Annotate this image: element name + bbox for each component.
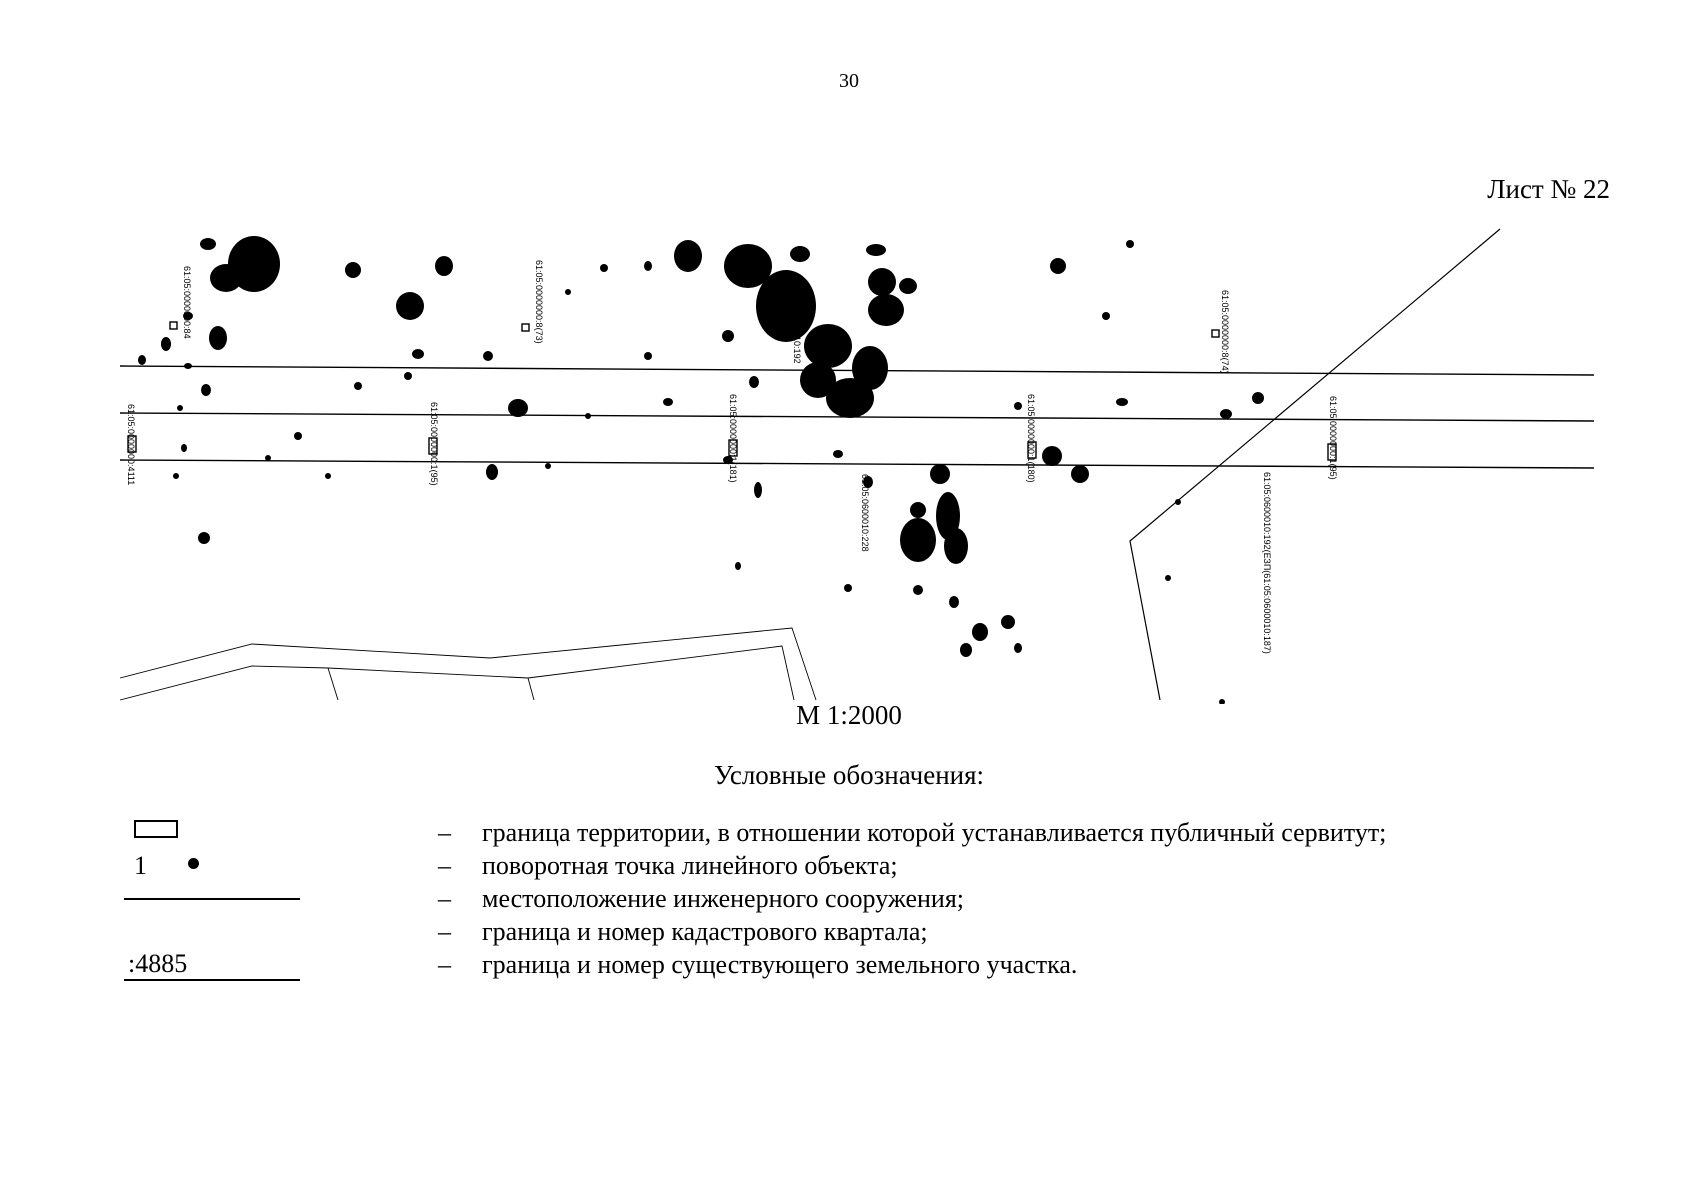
map-area: [118, 226, 1596, 704]
dot-icon: [188, 858, 199, 869]
legend-item-text: местоположение инженерного сооружения;: [482, 884, 965, 913]
legend-item-servitude-boundary: [120, 816, 1580, 849]
legend-symbol-empty: [120, 915, 300, 948]
parcel-labels: [126, 260, 1338, 654]
sheet-label: Лист № 22: [1487, 174, 1610, 204]
legend-item-text: граница территории, в отношении которой устанавливается публичный сервитут;: [482, 818, 1387, 847]
parcel-label-p8: 61:05:0600010:192: [792, 286, 802, 364]
legend-item-turning-point: [120, 849, 1580, 882]
legend-item-land-parcel: [120, 948, 1580, 981]
legend-symbol-rectangle: [120, 816, 300, 849]
legend-dash: –: [438, 950, 451, 979]
legend: [120, 816, 1580, 981]
legend-item-text: граница и номер кадастрового квартала;: [482, 917, 928, 946]
lower-parcel-boundary: [120, 628, 816, 700]
legend-item-text: граница и номер существующего земельного участка.: [482, 950, 1078, 979]
parcel-number-sample: :4885: [128, 949, 188, 978]
map-scale: М 1:2000: [796, 700, 902, 730]
legend-dash: –: [438, 818, 451, 847]
parcel-label-p1: 61:05:0000000:4111: [126, 404, 136, 486]
diagonal-boundary: [1130, 229, 1500, 700]
parcel-label-p4: 61:05:0000000:1(180): [1026, 394, 1036, 483]
legend-item-engineering-structure: [120, 882, 1580, 915]
legend-dash: –: [438, 851, 451, 880]
parcel-label-p9: 61:05:0600010:228: [860, 474, 870, 552]
legend-symbol-point: [120, 849, 300, 882]
parcel-symbol-icon: [124, 948, 300, 981]
legend-item-text: поворотная точка линейного объекта;: [482, 851, 898, 880]
parcel-label-p3: 61:05:0000000:1(181): [728, 394, 738, 483]
parcel-label-p6: 61:05:0000000:8(73): [534, 260, 544, 344]
legend-dash: –: [438, 884, 451, 913]
legend-symbol-line: [120, 882, 300, 915]
servitude-marker-6: [170, 322, 177, 329]
vegetation-spots: [138, 236, 1264, 704]
legend-dash: –: [438, 917, 451, 946]
parcel-label-p11: 61:05:0000000:84: [182, 266, 192, 339]
legend-symbol-parcel: [120, 948, 300, 981]
parcel-label-p5: 61:05:0000000:1(95): [1328, 396, 1338, 480]
legend-item-cadastral-quarter: [120, 915, 1580, 948]
point-number-label: 1: [134, 851, 147, 880]
servitude-marker-8: [1212, 330, 1219, 337]
parcel-label-p10: 61:05:0600010:192(ЕЗП(61:05:0600010:187): [1262, 472, 1272, 654]
servitude-marker-7: [522, 324, 529, 331]
page-number: 30: [839, 70, 859, 92]
rectangle-symbol-icon: [134, 820, 178, 838]
parcel-label-p2: 61:05:0000000:1(95): [429, 402, 439, 486]
corridor-line-bottom: [120, 460, 1594, 468]
line-symbol-icon: [124, 898, 300, 900]
map-drawing: [118, 226, 1596, 704]
legend-title: Условные обозначения:: [713, 760, 985, 790]
parcel-label-p7: 61:05:0000000:8(74): [1220, 290, 1230, 374]
